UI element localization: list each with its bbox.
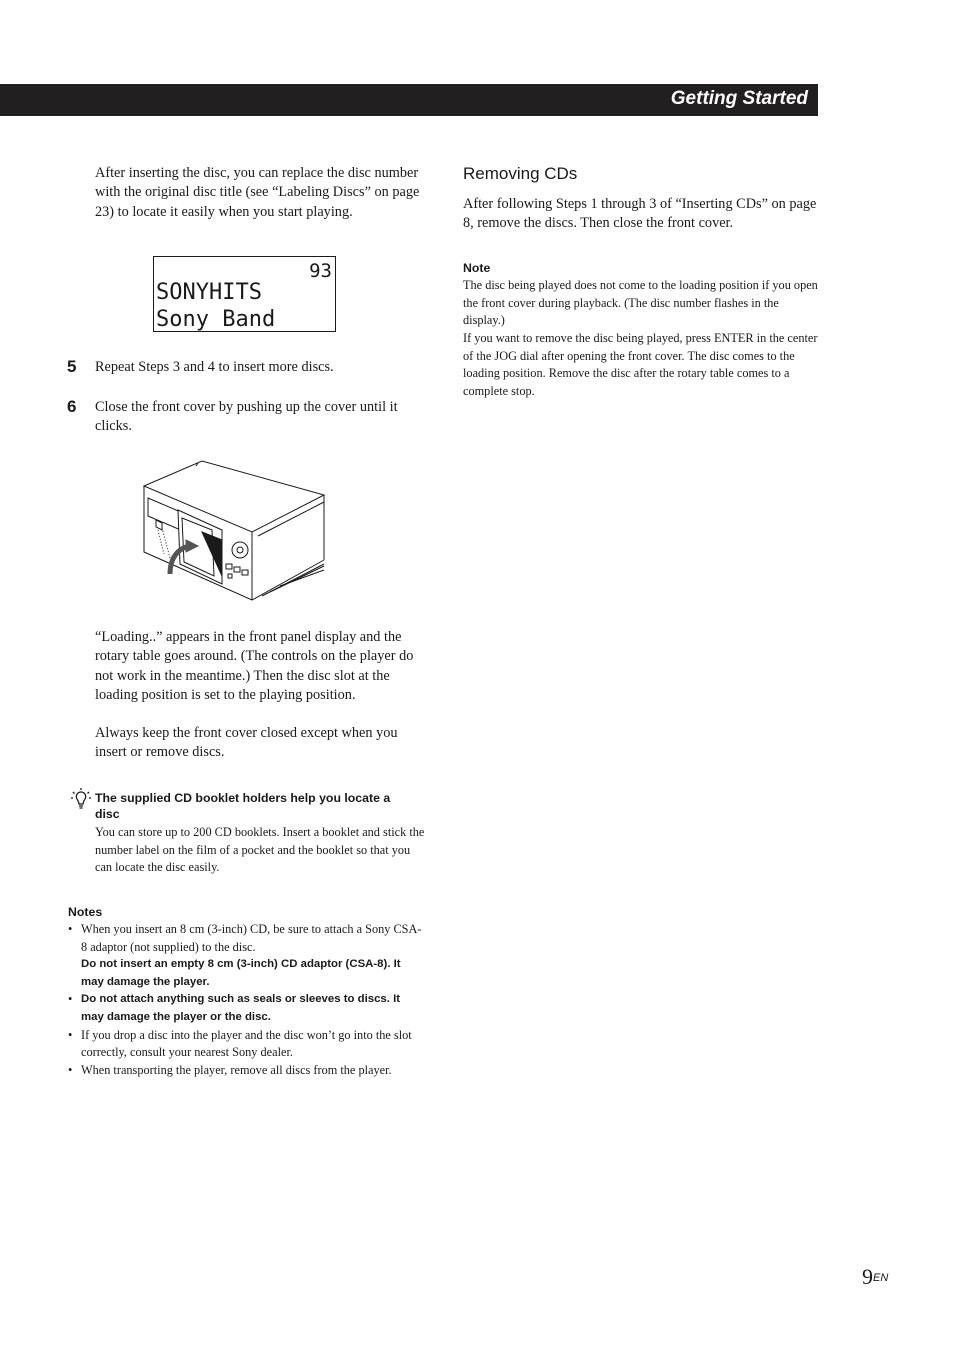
- display-panel: [153, 256, 336, 332]
- step-text: Close the front cover by pushing up the cover until it clicks.: [95, 399, 398, 435]
- notes-title: Notes: [68, 905, 103, 919]
- loading-paragraph: “Loading..” appears in the front panel display and the rotary table goes around. (The controls on the player do not work in the meantime.) Then the disc slot at the loading position is set to the playing position.: [95, 629, 414, 704]
- cover-paragraph: Always keep the front cover closed except when you insert or remove discs.: [95, 725, 398, 761]
- tip-title: The supplied CD booklet holders help you locate a disc: [95, 791, 391, 821]
- tip-lightbulb-icon: [70, 788, 92, 812]
- page-number: [862, 1264, 888, 1290]
- note-text: When you insert an 8 cm (3-inch) CD, be sure to attach a Sony CSA-8 adaptor (not supplied) to the disc.: [81, 922, 422, 954]
- note-warning: Do not insert an empty 8 cm (3-inch) CD adaptor (CSA-8). It may damage the player.: [81, 958, 401, 988]
- display-artist: Sony Band: [156, 307, 276, 332]
- section-title: Getting Started: [670, 88, 808, 109]
- removing-paragraph: After following Steps 1 through 3 of “Inserting CDs” on page 8, remove the discs. Then close the front cover.: [463, 196, 817, 232]
- page-number-value: 9: [862, 1264, 873, 1289]
- note-item: [67, 1062, 425, 1080]
- note-title: Note: [463, 261, 491, 275]
- display-disc-number: 93: [309, 260, 332, 282]
- notes-list: [67, 921, 425, 1079]
- display-disc-title: SONYHITS: [156, 280, 262, 305]
- step-text: Repeat Steps 3 and 4 to insert more discs.: [95, 359, 334, 375]
- tip-text: You can store up to 200 CD booklets. Insert a booklet and stick the number label on the film of a pocket and the booklet so that you can locate the disc easily.: [95, 825, 425, 875]
- step-number: 5: [67, 357, 77, 376]
- note-item: [67, 921, 425, 991]
- note-item: [67, 1027, 425, 1062]
- cd-player-illustration: [140, 458, 330, 604]
- bullet-icon: •: [68, 1062, 73, 1077]
- note-warning: Do not attach anything such as seals or sleeves to discs. It may damage the player or the disc.: [81, 993, 401, 1023]
- bullet-icon: •: [68, 1027, 73, 1042]
- section-header-bar: [0, 84, 818, 116]
- bullet-icon: •: [68, 922, 73, 936]
- step-number: 6: [67, 397, 77, 416]
- note-paragraph: The disc being played does not come to the loading position if you open the front cover during playback. (The disc number flashes in the display.): [463, 278, 818, 328]
- page-number-suffix: EN: [873, 1272, 889, 1284]
- note-text: If you drop a disc into the player and the disc won’t go into the slot correctly, consult your nearest Sony dealer.: [81, 1027, 412, 1060]
- note-text: When transporting the player, remove all discs from the player.: [81, 1062, 392, 1077]
- intro-paragraph: After inserting the disc, you can replace the disc number with the original disc title (see “Labeling Discs” on page 23) to locate it easily when you start playing.: [95, 165, 420, 220]
- section-heading: Removing CDs: [463, 164, 578, 183]
- bullet-icon: •: [68, 992, 73, 1007]
- note-item: [67, 991, 425, 1026]
- note-paragraph: If you want to remove the disc being played, press ENTER in the center of the JOG dial after opening the front cover. The disc comes to the loading position. Remove the disc after the rotary table comes to a complete stop.: [463, 331, 818, 398]
